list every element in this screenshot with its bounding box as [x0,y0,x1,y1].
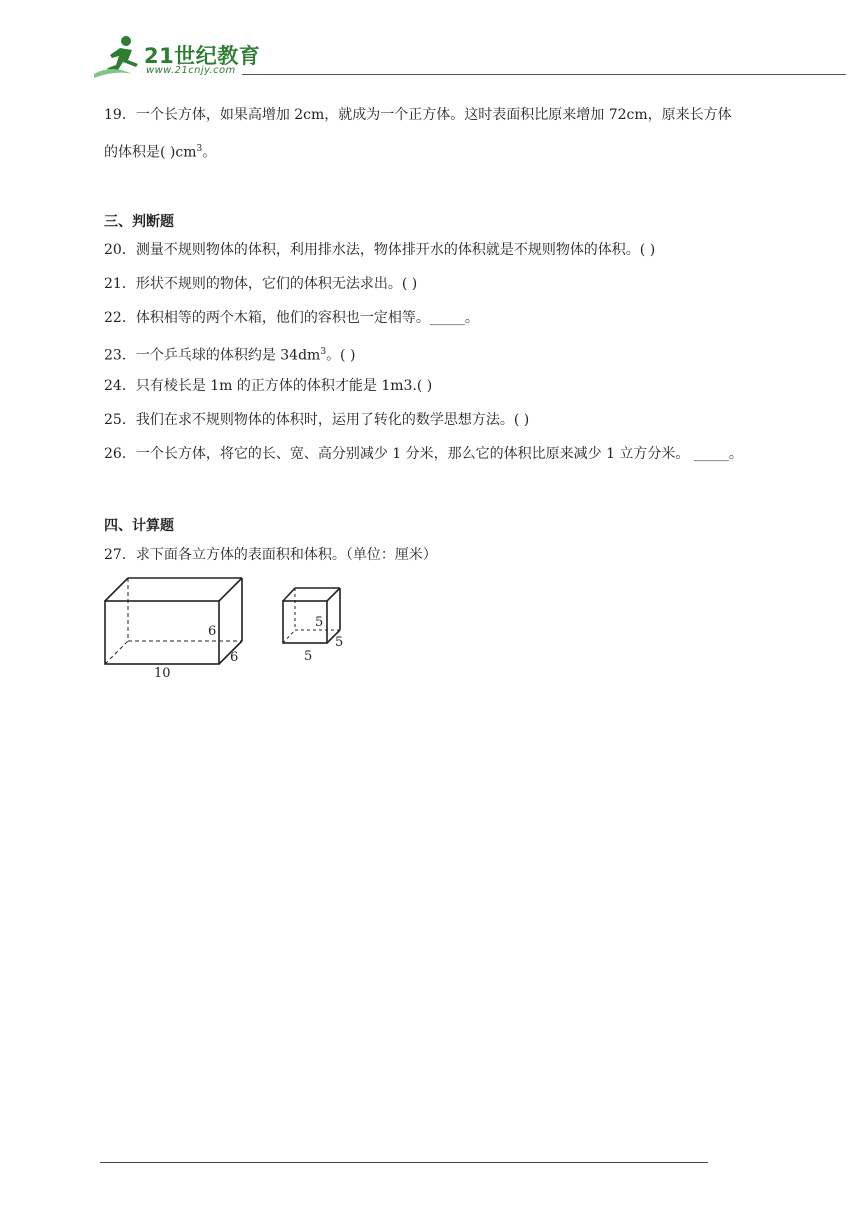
question-22: 22．体积相等的两个木箱，他们的容积也一定相等。_____。 [104,310,479,326]
section-title-judgment: 三、判断题 [104,214,174,230]
question-19-line-1: 19．一个长方体，如果高增加 2cm，就成为一个正方体。这时表面积比原来增加 72cm，原来长方体 [104,107,732,123]
question-25: 25．我们在求不规则物体的体积时，运用了转化的数学思想方法。( ) [104,412,530,428]
cuboid-length-label: 10 [154,666,171,681]
question-21: 21．形状不规则的物体，它们的体积无法求出。( ) [104,276,418,292]
question-20: 20．测量不规则物体的体积，利用排水法，物体排开水的体积就是不规则物体的体积。( ) [104,242,656,258]
cuboid-drawing [102,574,262,684]
runner-logo-icon [92,34,152,80]
brand-name: 21世纪教育 [144,44,261,68]
cuboid-height-label: 6 [208,624,217,639]
footer-divider [100,1162,708,1163]
cube-height-label: 5 [315,615,324,630]
page-header [92,34,756,84]
cube-figure [280,585,350,667]
cube-depth-label: 5 [335,635,344,650]
cuboid-width-label: 6 [230,650,239,665]
question-23: 23．一个乒乓球的体积约是 $34dm^3$。( ) [104,347,356,364]
header-divider [242,74,846,75]
brand-url: www.21cnjy.com [146,65,236,76]
question-27: 27．求下面各立方体的表面积和体积。（单位：厘米） [104,547,437,563]
question-24: 24．只有棱长是 1m 的正方体的体积才能是 1m3.( ) [104,378,433,394]
question-19-line-2: 的体积是( )$cm^3$。 [104,144,217,161]
section-title-calculation: 四、计算题 [104,518,174,534]
cuboid-figure [102,574,262,684]
question-26: 26．一个长方体，将它的长、宽、高分别减少 1 分米，那么它的体积比原来减少 1 立方分米。 _____。 [104,446,743,462]
cube-length-label: 5 [304,649,313,664]
